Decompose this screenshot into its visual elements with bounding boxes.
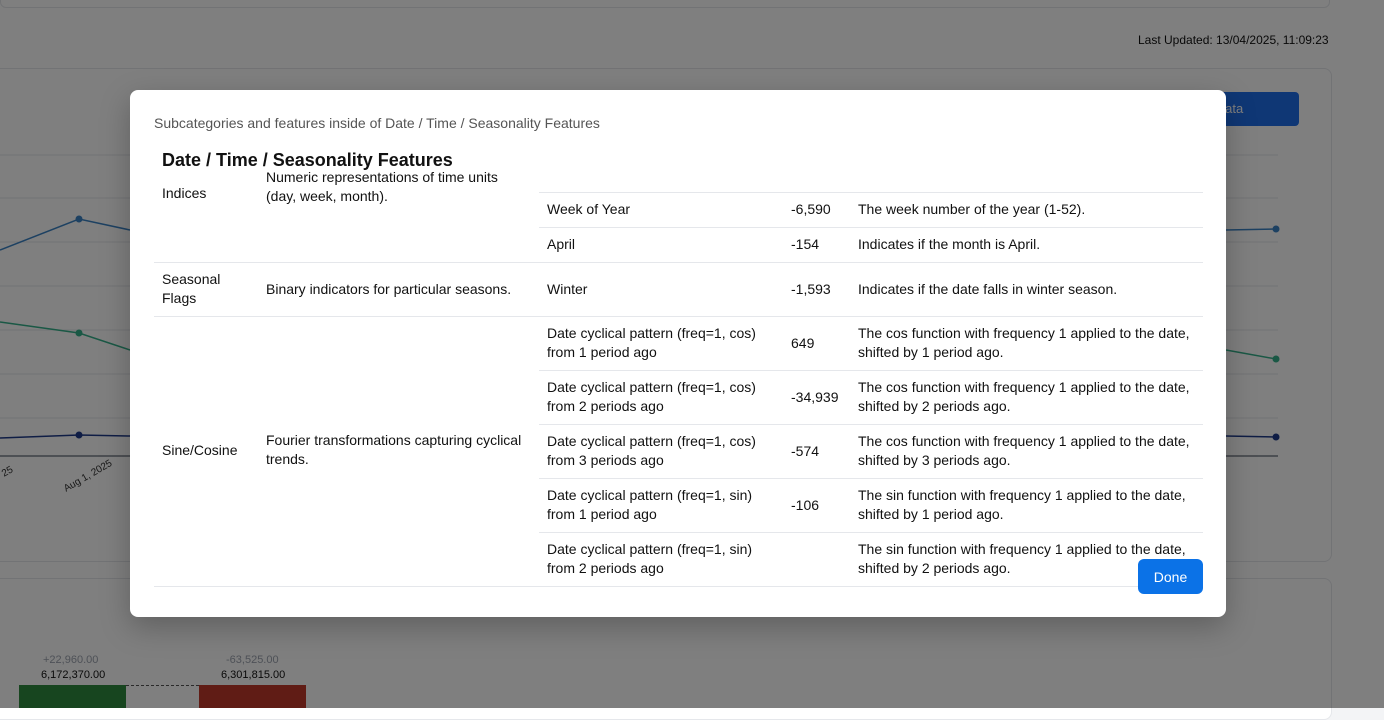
feature-name-cell: Winter xyxy=(539,262,783,316)
feature-desc-cell: The sin function with frequency 1 applied to the date, shifted by 1 period ago. xyxy=(850,478,1203,532)
category-description-cell: Numeric representations of time units (day, week, month). xyxy=(258,163,539,262)
category-description-cell: Fourier transformations capturing cyclical trends. xyxy=(258,316,539,586)
features-modal xyxy=(130,90,1226,617)
feature-name-cell: Date cyclical pattern (freq=1, cos) from 3 periods ago xyxy=(539,424,783,478)
feature-value-cell: -574 xyxy=(783,424,850,478)
feature-desc-cell: The cos function with frequency 1 applied to the date, shifted by 2 periods ago. xyxy=(850,370,1203,424)
feature-value-cell: -1,593 xyxy=(783,262,850,316)
feature-desc-cell: The sin function with frequency 1 applied to the date, shifted by 2 periods ago. xyxy=(850,532,1203,586)
feature-name-cell: Date cyclical pattern (freq=1, cos) from 1 period ago xyxy=(539,316,783,370)
feature-value-cell: 649 xyxy=(783,316,850,370)
feature-value-cell: -6,590 xyxy=(783,192,850,227)
done-button[interactable]: Done xyxy=(1138,559,1203,594)
table-row xyxy=(154,316,1203,370)
table-row xyxy=(154,262,1203,316)
category-cell: Sine/Cosine xyxy=(154,316,258,586)
feature-name-cell: Date cyclical pattern (freq=1, sin) from 2 periods ago xyxy=(539,532,783,586)
table-row xyxy=(154,163,1203,192)
modal-title: Date / Time / Seasonality Features xyxy=(162,150,453,170)
feature-desc-cell: The cos function with frequency 1 applied to the date, shifted by 1 period ago. xyxy=(850,316,1203,370)
features-table xyxy=(154,163,1203,587)
feature-name-cell xyxy=(539,163,783,192)
feature-desc-cell: Indicates if the date falls in winter season. xyxy=(850,262,1203,316)
features-table-scroll[interactable] xyxy=(154,169,1204,576)
feature-value-cell xyxy=(783,163,850,192)
feature-name-cell: Date cyclical pattern (freq=1, cos) from 2 periods ago xyxy=(539,370,783,424)
feature-value-cell xyxy=(783,532,850,586)
feature-name-cell: Date cyclical pattern (freq=1, sin) from 1 period ago xyxy=(539,478,783,532)
feature-value-cell: -154 xyxy=(783,227,850,262)
feature-name-cell: Week of Year xyxy=(539,192,783,227)
feature-desc-cell: The cos function with frequency 1 applied to the date, shifted by 3 periods ago. xyxy=(850,424,1203,478)
feature-name-cell: April xyxy=(539,227,783,262)
feature-desc-cell: The week number of the year (1-52). xyxy=(850,192,1203,227)
feature-value-cell: -34,939 xyxy=(783,370,850,424)
category-cell: Indices xyxy=(154,163,258,262)
category-cell: Seasonal Flags xyxy=(154,262,258,316)
feature-value-cell: -106 xyxy=(783,478,850,532)
category-description-cell: Binary indicators for particular seasons. xyxy=(258,262,539,316)
feature-desc-cell xyxy=(850,163,1203,192)
modal-subtitle: Subcategories and features inside of Date / Time / Seasonality Features xyxy=(154,115,600,131)
feature-desc-cell: Indicates if the month is April. xyxy=(850,227,1203,262)
